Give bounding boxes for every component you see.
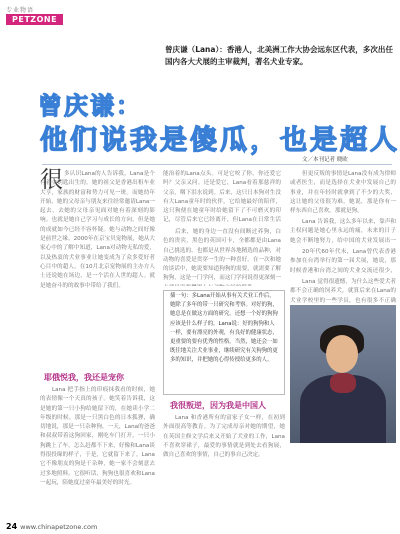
page-number: 24 — [6, 522, 18, 531]
portrait-photo — [290, 305, 396, 443]
col3-paragraph-1: 但更反叛的事情是Lana没有成为律师或者医生，而是选择在犬业中发展自己的事业，并在年轻时就拿到了不少的大奖，这让她的父母很为难，她说，那是你有一样东西自己喜欢，那就是狗。 — [290, 171, 396, 215]
section-label: 专业物语 — [6, 7, 35, 14]
footer-url: www.chinapetzone.com — [20, 523, 98, 531]
intro-blurb: 曾庆谦（Lana）：香港人，北美洲工作大协会远东区代表，多次出任国内各大犬展的主审裁判，著名犬业专家。 — [165, 45, 393, 66]
col1-paragraph-2: Lana 把手指上的印痕抹我看的时候，她的表情像一个天真的孩子。她笑着告诉我，这是她的第一只小狗给她留下的，在她读小学二年级的时候。那是一只黑白色的日本狐狸，确切地说，那是一只杂种狗，一天，Lana的爸爸和叔叔带着这狗回家，刚吃车门打开，一只小狗跳上了车，怎么赶都不下来，好像和Lana谈得很投缘的样子，于是，它就留下来了。Lana 它不像朋友的狗是干杂种，她一家不会刻意去过多地照料。它很听话，狗狗也很喜欢和Lana 一起玩，陪她度过童年最美好的时光。 — [40, 387, 155, 486]
col1-paragraph-1: 多认识Lana的人告诉我，Lana是个有着金钥匙出生的。她的祖父是香港出租车业大亨，家族的财富和势力可见一斑。而她幼年开始，她的父母亲与朋友来往经常邀请Lana一起去，去她的父母亲见面对她有着深刻的影响。也就是她自己学习与成长的方向，但是她的成就如今已经不容怀疑。她与动物之间好像是前世之缘。2000年在京宝贝宠物展，她从大家心中的了解中知道，Lana对动物无私的爱，以及热衷的犬业事业让她变成为了众多爱好者心目中的超人。在10月北京宠物展的主办方人士还说她在场边，是一个活在人世的超人。就是她奋斗的的故事中带给了我们。 — [40, 171, 155, 289]
drop-cap: 很 — [40, 167, 63, 193]
col2-paragraph-3: Lana 和香港所有的富家子女一样，在初到外面很高等教育。为了完成母亲对她的期望，她在英国主修文学后来又开始了犬业的工作，Lana 不喜欢穿裙子，最爱的事情就是到处去看狗展，做自己喜欢的事情，自己的事自己决定。 — [163, 415, 285, 459]
col3-paragraph-2: Lana 告诉我，这么多年以来，靠声和主权问题是她心里永远的痛，未来的日子她会不断地努力，给中国的犬业发展出一 — [290, 219, 396, 244]
headline-line2: 他们说我是傻瓜，也是超人 — [40, 125, 400, 156]
byline: 文／本刊记者 晓欧 — [302, 157, 348, 163]
col2-paragraph-1: 能治着的Lana点头。可是它咬了你，你还爱它吗？父亲又问。还是爱它，Lana看着那慈祥的父亲，咽下泪水说到。后来，这只日本狗对生没有大Lana童年时的伙伴，它给她最好的陪伴，这只狗便在她童年时给她留下了不可磨灭的印记，尽管后来它已经离开，但Lana在日常生活 — [163, 171, 281, 224]
col1-subheading: 耶俄悦我，我还是宠你 — [44, 373, 124, 382]
divider — [42, 164, 392, 165]
headline-line1: 曾庆谦： — [38, 91, 142, 120]
page-footer — [6, 522, 97, 531]
section-badge: PETZONE — [6, 14, 63, 25]
col3-paragraph-3: 20年代60年代末，Lana曾代表香港参加在台湾举行的第一届犬展，她说，那时候香港和台湾之间的犬业交流还很少， — [290, 249, 396, 274]
pull-quote: 插一句：多Lana开始从事有关犬业工作后，她除了多年的带一只研究和考察。对好的狗，她总是在做这方面的研究。还想一个好的狗狗应该是什么样子的。Lana说：好的狗狗和人一样，要有漂亮的外观，有良好的健康状态，更重要的要有优秀的性格。当然，她还会一如既往地关注犬业事业，继续研究有关狗狗的更多的知识，并把她的心得传授给更多的人。 — [170, 292, 278, 384]
col2-paragraph-2: 后来，她的身边一直没有间断过养狗，白色的贵宾，黑色的英国可卡，全都都是由Lana自己挑选的，也都是从世界各地精选的品种，对动物的喜爱是贯穿一生的一种喜好。在一次和她的谈话中，她说要知道狗狗的需要，就需要了解狗狗，这是一门学问，而这门学问说得更深刻一 — [163, 229, 281, 282]
col3-paragraph-4: Lana 觉得很遗憾，为什么这些爱犬者都不会正确的饲养犬，就算后来在Lana的犬业学校里的一些学员，也有很多不正确 — [290, 279, 396, 304]
col2-subheading: 我很叛逆，因为我是中国人 — [170, 401, 266, 410]
